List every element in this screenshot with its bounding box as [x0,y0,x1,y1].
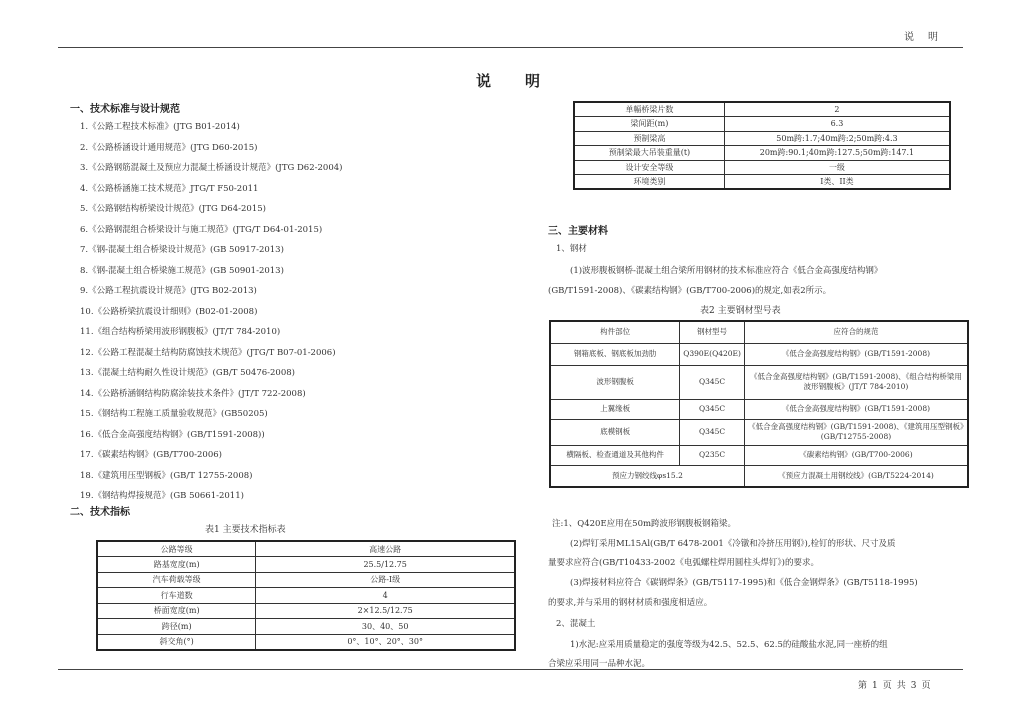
table-header-row [550,321,968,343]
table-row [574,175,950,190]
page-number: 第1页共3页 [858,681,936,691]
table-cell-standard: 《低合金高强度结构钢》(GB/T1591-2008) [744,399,968,419]
standard-item: 11.《组合结构桥梁用波形钢腹板》(JT/T 784-2010) [80,327,281,337]
table-cell-value: 30、40、50 [256,619,515,635]
table-row [97,572,515,588]
table-cell-label: 预制梁最大吊装重量(t) [574,146,724,161]
table-cell-part: 上翼缘板 [550,399,680,419]
standard-item: 5.《公路钢结构桥梁设计规范》(JTG D64-2015) [80,204,266,214]
steel-para-1a: (1)波形腹板钢桥-混凝土组合梁所用钢材的技术标准应符合《低合金高强度结构钢》 [570,266,883,276]
table-row [97,588,515,604]
table-cell-value: 高速公路 [256,541,515,557]
cement-para-b: 合梁应采用同一品种水泥。 [548,659,651,669]
table-row [574,146,950,161]
table-cell-label: 设计安全等级 [574,160,724,175]
technical-indicators-table-cont [573,101,951,190]
standard-item: 16.《低合金高强度结构钢》(GB/T1591-2008)) [80,429,265,440]
table-cell-label: 单幅桥梁片数 [574,102,724,117]
steel-para-1b: (GB/T1591-2008)、《碳素结构钢》(GB/T700-2006)的规定,如表2所示。 [548,286,832,296]
table-cell-value: 2 [724,102,950,117]
table-cell-value: 公路-I级 [256,572,515,588]
standard-item: 12.《公路工程混凝土结构防腐蚀技术规范》(JTG/T B07-01-2006) [80,347,336,358]
table-cell-label: 桥面宽度(m) [97,603,256,619]
table-cell-value: 50m跨:1.7;40m跨:2;50m跨:4.3 [724,131,950,146]
table-row [97,603,515,619]
stud-para-b: 量要求应符合(GB/T10433-2002《电弧螺柱焊用圆柱头焊钉》)的要求。 [548,558,819,568]
standard-item: 8.《钢-混凝土组合桥梁施工规范》(GB 50901-2013) [80,265,284,276]
table-cell-grade: Q345C [680,399,745,419]
table-cell-value: 4 [256,588,515,604]
standard-item: 15.《钢结构工程施工质量验收规范》(GB50205) [80,409,268,419]
table-row [574,160,950,175]
table-cell-standard: 《碳素结构钢》(GB/T700-2006) [744,445,968,465]
table-row [574,131,950,146]
table-cell-label: 行车道数 [97,588,256,604]
weld-para-a: (3)焊接材料应符合《碳钢焊条》(GB/T5117-1995)和《低合金钢焊条》(GB/T5118-1995) [570,578,918,588]
section2-heading: 二、技术指标 [70,507,130,518]
table1-caption: 表1 主要技术指标表 [205,525,286,535]
table-row [550,343,968,365]
table-row [97,557,515,573]
standard-item: 6.《公路钢混组合桥梁设计与施工规范》(JTG/T D64-01-2015) [80,224,323,235]
table-row [550,465,968,487]
table-cell-part: 波形钢腹板 [550,365,680,399]
table-header-cell: 应符合的规范 [744,321,968,343]
table-cell-grade: Q235C [680,445,745,465]
standard-item: 19.《钢结构焊接规范》(GB 50661-2011) [80,491,244,501]
standard-item: 2.《公路桥涵设计通用规范》(JTG D60-2015) [80,142,258,153]
table-row [97,634,515,650]
header-rule [58,47,963,48]
standard-item: 17.《碳素结构钢》(GB/T700-2006) [80,450,222,460]
table-cell-label: 梁间距(m) [574,117,724,132]
header-label: 说明 [904,32,952,43]
table-cell-value: 25.5/12.75 [256,557,515,573]
standard-item: 4.《公路桥涵施工技术规范》JTG/T F50-2011 [80,183,259,194]
steel-subheading: 1、钢材 [556,244,587,254]
table-row [97,541,515,557]
table-cell-grade: Q345C [680,365,745,399]
stud-para-a: (2)焊钉采用ML15Al(GB/T 6478-2001《冷镦和冷挤压用钢》),栓钉的形状、尺寸及质 [570,539,896,549]
table-row [574,102,950,117]
standard-item: 14.《公路桥涵钢结构防腐涂装技术条件》(JT/T 722-2008) [80,388,306,399]
page-title: 说明 [476,72,575,90]
table2-caption: 表2 主要钢材型号表 [700,306,781,316]
standard-item: 3.《公路钢筋混凝土及预应力混凝土桥涵设计规范》(JTG D62-2004) [80,163,343,173]
table-cell-label: 路基宽度(m) [97,557,256,573]
cement-para-a: 1)水泥:应采用质量稳定的强度等级为42.5、52.5、62.5的硅酸盐水泥,同一座桥的组 [570,640,888,650]
table-cell-standard: 《低合金高强度结构钢》(GB/T1591-2008) [744,343,968,365]
table-row [574,117,950,132]
standard-item: 9.《公路工程抗震设计规范》(JTG B02-2013) [80,286,257,296]
weld-para-b: 的要求,并与采用的钢材材质和强度相适应。 [548,598,713,608]
table-cell-grade: Q345C [680,419,745,445]
table-row [550,419,968,445]
table-cell-value: 一级 [724,160,950,175]
table-cell-label: 环境类别 [574,175,724,190]
table-row [550,399,968,419]
table-header-cell: 构件部位 [550,321,680,343]
standard-item: 10.《公路桥梁抗震设计细则》(B02-01-2008) [80,306,258,317]
table-cell-standard: 《预应力混凝土用钢绞线》(GB/T5224-2014) [744,465,968,487]
table-header-cell: 钢材型号 [680,321,745,343]
table-cell-part: 钢箱底板、钢底板加劲肋 [550,343,680,365]
section1-heading: 一、技术标准与设计规范 [70,104,180,115]
table-cell-label: 汽车荷载等级 [97,572,256,588]
table-cell-value: 0°、10°、20°、30° [256,634,515,650]
table-cell-value: 6.3 [724,117,950,132]
table-cell-standard: 《低合金高强度结构钢》(GB/T1591-2008)、《建筑用压型钢板》(GB/T12755-2008) [744,419,968,445]
table-row [550,445,968,465]
table2-note: 注:1、Q420E应用在50m跨波形钢腹板钢箱梁。 [552,519,737,529]
table-cell-grade: Q390E(Q420E) [680,343,745,365]
standard-item: 7.《钢-混凝土组合桥梁设计规范》(GB 50917-2013) [80,245,284,255]
table-cell-label: 预制梁高 [574,131,724,146]
table-cell-part: 底模钢板 [550,419,680,445]
standard-item: 18.《建筑用压型钢板》(GB/T 12755-2008) [80,470,253,481]
concrete-subheading: 2、混凝土 [556,619,596,629]
table-row [550,365,968,399]
standard-item: 13.《混凝土结构耐久性设计规范》(GB/T 50476-2008) [80,368,295,378]
table-cell-label: 公路等级 [97,541,256,557]
section3-heading: 三、主要材料 [548,226,608,237]
table-cell-label: 斜交角(°) [97,634,256,650]
footer-rule [58,669,963,670]
steel-grades-table [549,320,969,488]
technical-indicators-table [96,540,516,651]
table-cell-value: 20m跨:90.1;40m跨:127.5;50m跨:147.1 [724,146,950,161]
table-cell-label: 跨径(m) [97,619,256,635]
table-cell-value: I类、II类 [724,175,950,190]
table-row [97,619,515,635]
table-cell-part: 横隔板、检查通道及其他构件 [550,445,680,465]
table-cell-value: 2×12.5/12.75 [256,603,515,619]
standard-item: 1.《公路工程技术标准》(JTG B01-2014) [80,122,240,132]
table-cell-standard: 《低合金高强度结构钢》(GB/T1591-2008)、《组合结构桥梁用波形钢腹板》(JT/T 784-2010) [744,365,968,399]
table-cell-part: 预应力钢绞线φs15.2 [550,465,744,487]
